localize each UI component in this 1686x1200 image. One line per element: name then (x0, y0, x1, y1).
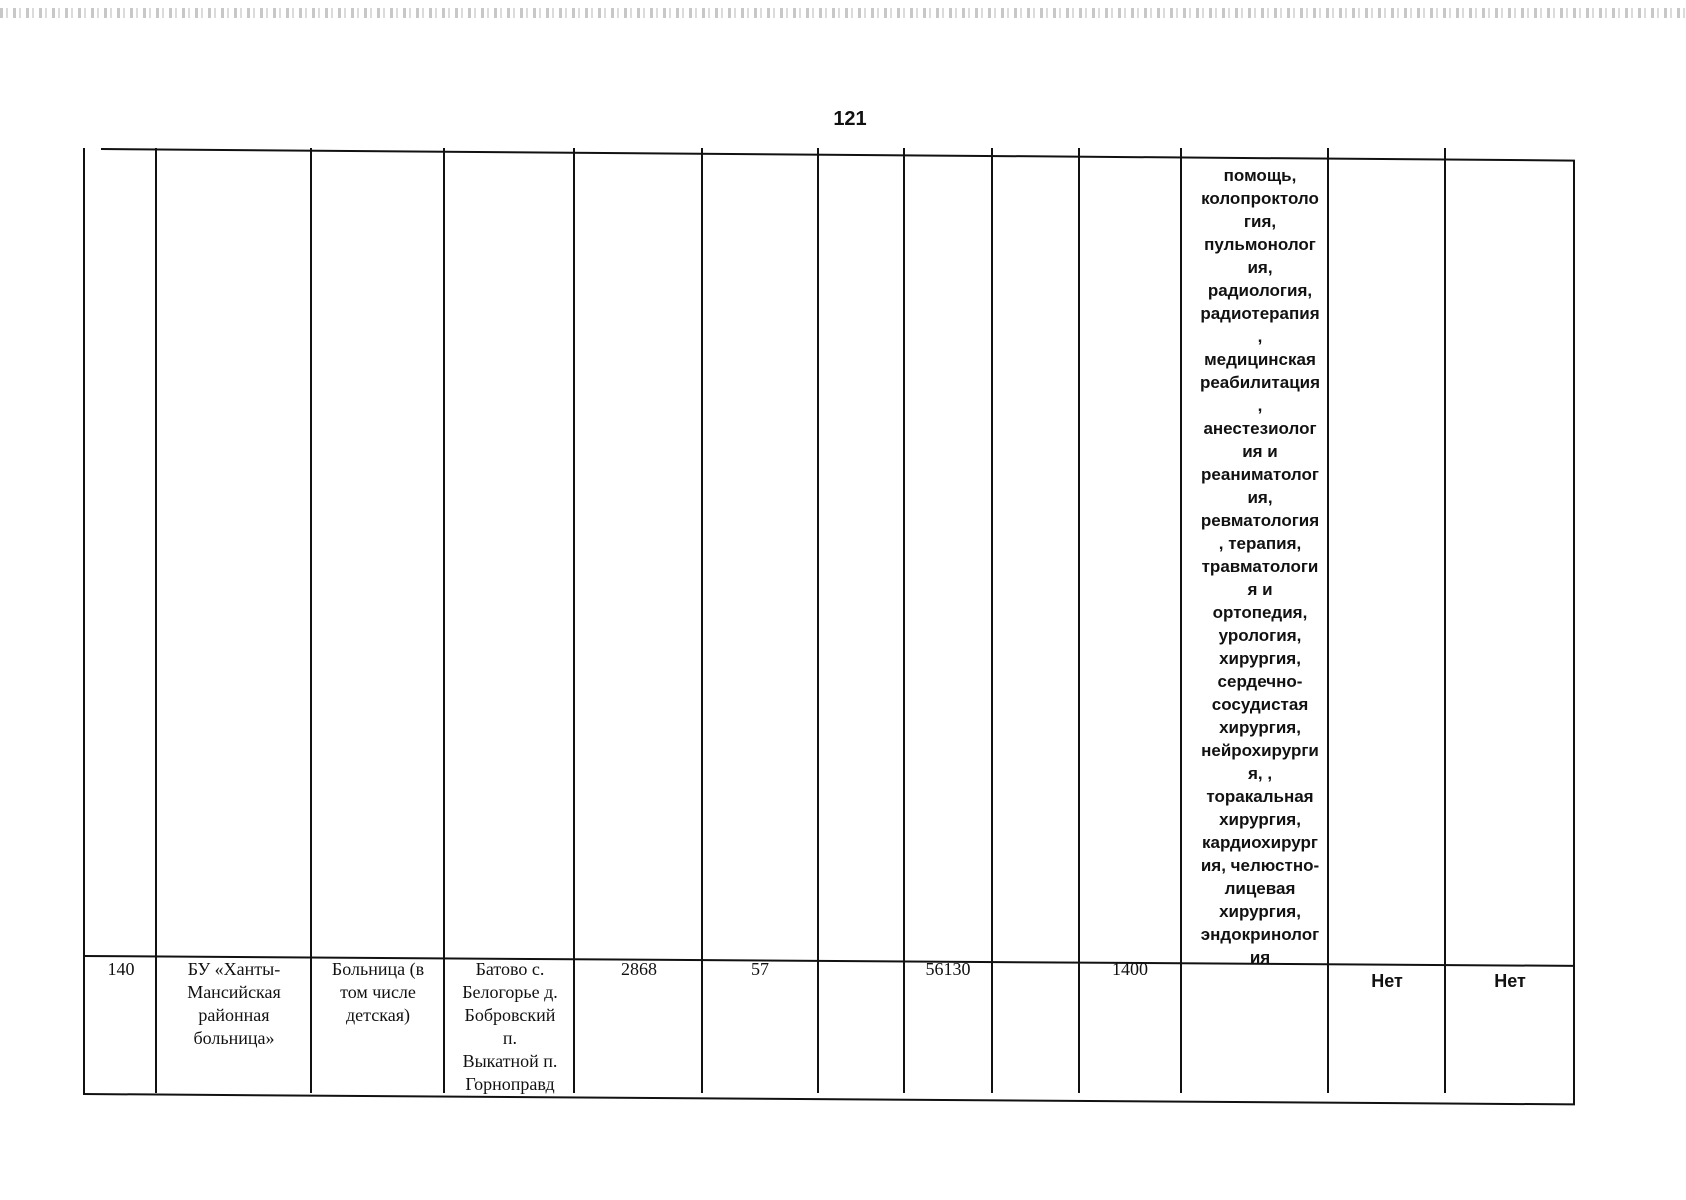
profile-line: сосудистая (1211, 695, 1309, 714)
continued-profiles-cell (1190, 164, 1330, 969)
facility-type-line: детская) (346, 1005, 410, 1025)
table-left-border (83, 148, 85, 1093)
column-divider (903, 148, 905, 1093)
profile-line: хирургия, (1219, 718, 1301, 737)
organization-line: Мансийская (187, 982, 281, 1002)
profile-line: урология, (1218, 626, 1302, 645)
page-number: 121 (833, 108, 867, 130)
profile-line: реаниматолог (1201, 465, 1319, 484)
value-6: 1400 (1112, 959, 1148, 979)
profile-line: сердечно- (1217, 672, 1303, 691)
profile-line: радиотерапия (1200, 304, 1320, 323)
location-line: п. (502, 1028, 518, 1048)
row-number: 140 (107, 959, 135, 979)
profile-line: ия, челюстно- (1200, 856, 1320, 875)
profile-line: хирургия, (1219, 810, 1301, 829)
column-divider (817, 148, 819, 1093)
organization-name (164, 958, 304, 1050)
value-2: 57 (751, 959, 769, 979)
profile-line: ортопедия, (1212, 603, 1308, 622)
profile-line: торакальная (1206, 787, 1314, 806)
profile-line: я, , (1247, 764, 1273, 783)
row-divider (83, 955, 1575, 967)
table-top-border (101, 148, 1575, 162)
profile-line: радиология, (1207, 281, 1313, 300)
value-1: 2868 (621, 959, 657, 979)
column-divider (991, 148, 993, 1093)
profile-line: хирургия, (1219, 902, 1301, 921)
facility-type-line: Больница (в (331, 959, 425, 979)
table-bottom-border (83, 1093, 1575, 1105)
column-divider (1444, 148, 1446, 1093)
location-line: Батово с. (475, 959, 545, 979)
location-line: Выкатной п. (462, 1051, 558, 1071)
column-divider (310, 148, 312, 1093)
organization-line: больница» (193, 1028, 275, 1048)
column-divider (1078, 148, 1080, 1093)
profile-line: , терапия, (1218, 534, 1302, 553)
column-divider (1180, 148, 1182, 1093)
profile-line: нейрохирурги (1201, 741, 1319, 760)
profile-line: реабилитация (1199, 373, 1321, 392)
profile-line: медицинская (1204, 350, 1316, 369)
facility-type (316, 958, 440, 1027)
profile-line: , (1257, 396, 1263, 415)
profile-line: пульмонолог (1204, 235, 1316, 254)
location-line: Бобровский (464, 1005, 556, 1025)
profile-line: колопроктоло (1201, 189, 1319, 208)
flag-2: Нет (1494, 971, 1526, 991)
service-locations (449, 958, 571, 1096)
profile-line: эндокринолог (1200, 925, 1320, 944)
organization-line: районная (198, 1005, 270, 1025)
profile-line: ревматология (1200, 511, 1320, 530)
column-divider (573, 148, 575, 1093)
profile-line: ия, (1247, 258, 1273, 277)
column-divider (701, 148, 703, 1093)
location-line: Белогорье д. (462, 982, 558, 1002)
profile-line: хирургия, (1219, 649, 1301, 668)
profile-line: ия, (1247, 488, 1273, 507)
profile-line: ия и (1242, 442, 1278, 461)
column-divider (443, 148, 445, 1093)
profile-line: помощь, (1223, 166, 1297, 185)
profile-line: анестезиолог (1203, 419, 1317, 438)
location-line: Горноправд (465, 1074, 555, 1094)
facility-type-line: том числе (340, 982, 416, 1002)
organization-line: БУ «Ханты- (187, 959, 281, 979)
column-divider (155, 148, 157, 1093)
table-right-border (1573, 160, 1575, 1105)
profile-line: лицевая (1224, 879, 1296, 898)
flag-1: Нет (1371, 971, 1403, 991)
profile-line: , (1257, 327, 1263, 346)
profile-line: гия, (1243, 212, 1277, 231)
profile-line: я и (1247, 580, 1273, 599)
value-4: 56130 (925, 959, 971, 979)
profile-line: травматологи (1201, 557, 1319, 576)
profile-line: ия (1249, 948, 1271, 967)
profile-line: кардиохирург (1202, 833, 1318, 852)
